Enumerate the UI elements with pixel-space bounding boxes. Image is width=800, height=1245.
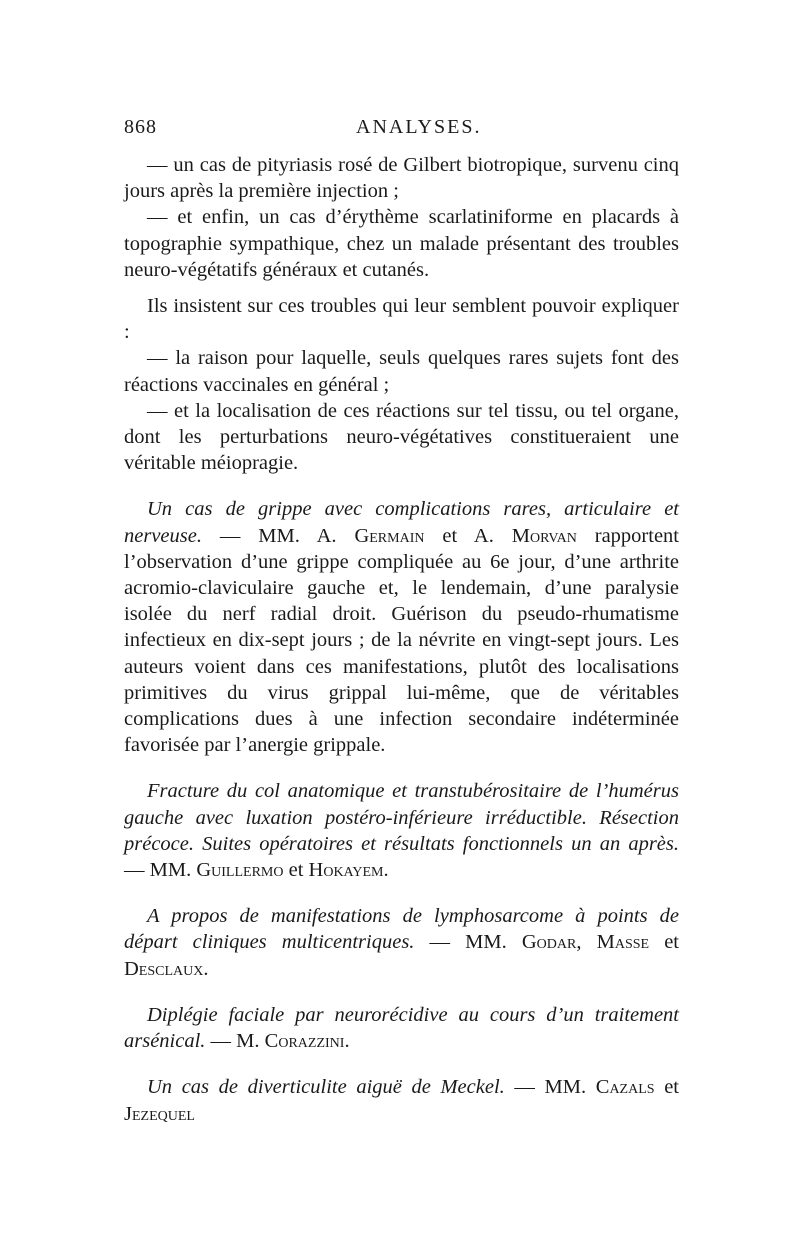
lead-paragraph-5: — et la localisation de ces réactions sur tel tissu, ou tel organe, dont les perturbations neuro-végétatives constitueraient une véritable méiopragie.: [124, 399, 679, 475]
author-name: Masse: [596, 931, 650, 954]
running-head: ANALYSES.: [356, 116, 482, 138]
abstract-entry-3: A propos de manifestations de lymphosarcome à points de départ cliniques multicentriques. — MM. Godar, Masse et Desclaux.: [124, 905, 679, 980]
abstract-entry-5: Un cas de diverticulite aiguë de Meckel. — MM. Cazals et Jezequel: [124, 1076, 679, 1125]
entry-title: Un cas de grippe avec complications rares, articulaire et nerveuse.: [124, 498, 679, 547]
author-name: Guillermo: [196, 859, 284, 882]
author-name: Germain: [354, 524, 425, 547]
lead-paragraph-2: — et enfin, un cas d’érythème scarlatiniforme en placards à topographie sympathique, chez un malade présentant des troubles neuro-végétatifs généraux et cutanés.: [124, 206, 679, 281]
entry-body: rapportent l’observation d’une grippe compliquée au 6e jour, d’une arthrite acromio-claviculaire gauche et, le lendemain, d’une paralysie isolée du nerf radial droit. Guérison du pseudo-rhumatisme infectieux en dix-sept jours ; de la névrite en vingt-sept jours. Les auteurs voient dans ces manifestations, plutôt des localisations primitives du virus grippal lui-même, que de véritables complications dues à une infection secondaire indéterminée favorisée par l’anergie grippale.: [124, 524, 679, 757]
page-body: [124, 152, 679, 1127]
lead-paragraph-1: — un cas de pityriasis rosé de Gilbert biotropique, survenu cinq jours après la première injection ;: [124, 154, 679, 203]
author-name: Cazals: [595, 1076, 655, 1099]
author-name: Jezequel: [124, 1102, 195, 1125]
lead-paragraph-4: — la raison pour laquelle, seuls quelques rares sujets font des réactions vaccinales en général ;: [124, 347, 679, 396]
abstract-entry-2: Fracture du col anatomique et transtubérositaire de l’humérus gauche avec luxation postéro-inférieure irréductible. Résection précoce. Suites opératoires et résultats fonctionnels un an après. — MM. Guillermo et Hokayem.: [124, 780, 679, 882]
page-number: 868: [124, 116, 157, 138]
entry-title: A propos de manifestations de lymphosarcome à points de départ cliniques multicentriques.: [124, 905, 679, 954]
author-name: Hokayem: [308, 859, 384, 882]
author-name: Morvan: [511, 524, 577, 547]
lead-paragraph-3: Ils insistent sur ces troubles qui leur semblent pouvoir expliquer :: [124, 295, 679, 344]
abstract-entry-4: Diplégie faciale par neurorécidive au cours d’un traitement arsénical. — M. Corazzini.: [124, 1003, 679, 1053]
entry-title: Fracture du col anatomique et transtubérositaire de l’humérus gauche avec luxation postéro-inférieure irréductible. Résection précoce. Suites opératoires et résultats fonctionnels un an après.: [124, 780, 679, 855]
abstract-entry-1: Un cas de grippe avec complications rares, articulaire et nerveuse. — MM. A. Germain et A. Morvan rapportent l’observation d’une grippe compliquée au 6e jour, d’une arthrite acromio-claviculaire gauche et, le lendemain, d’une paralysie isolée du nerf radial droit. Guérison du pseudo-rhumatisme infectieux en dix-sept jours ; de la névrite en vingt-sept jours. Les auteurs voient dans ces manifestations, plutôt des localisations primitives du virus grippal lui-même, que de véritables complications dues à une infection secondaire indéterminée favorisée par l’anergie grippale.: [124, 498, 679, 757]
author-name: Desclaux: [124, 957, 204, 980]
page-header: [124, 116, 694, 146]
entry-title: Diplégie faciale par neurorécidive au cours d’un traitement arsénical.: [124, 1003, 679, 1053]
author-name: Corazzini: [264, 1030, 345, 1053]
entry-title: Un cas de diverticulite aiguë de Meckel.: [147, 1076, 505, 1099]
author-name: Godar: [521, 931, 577, 954]
